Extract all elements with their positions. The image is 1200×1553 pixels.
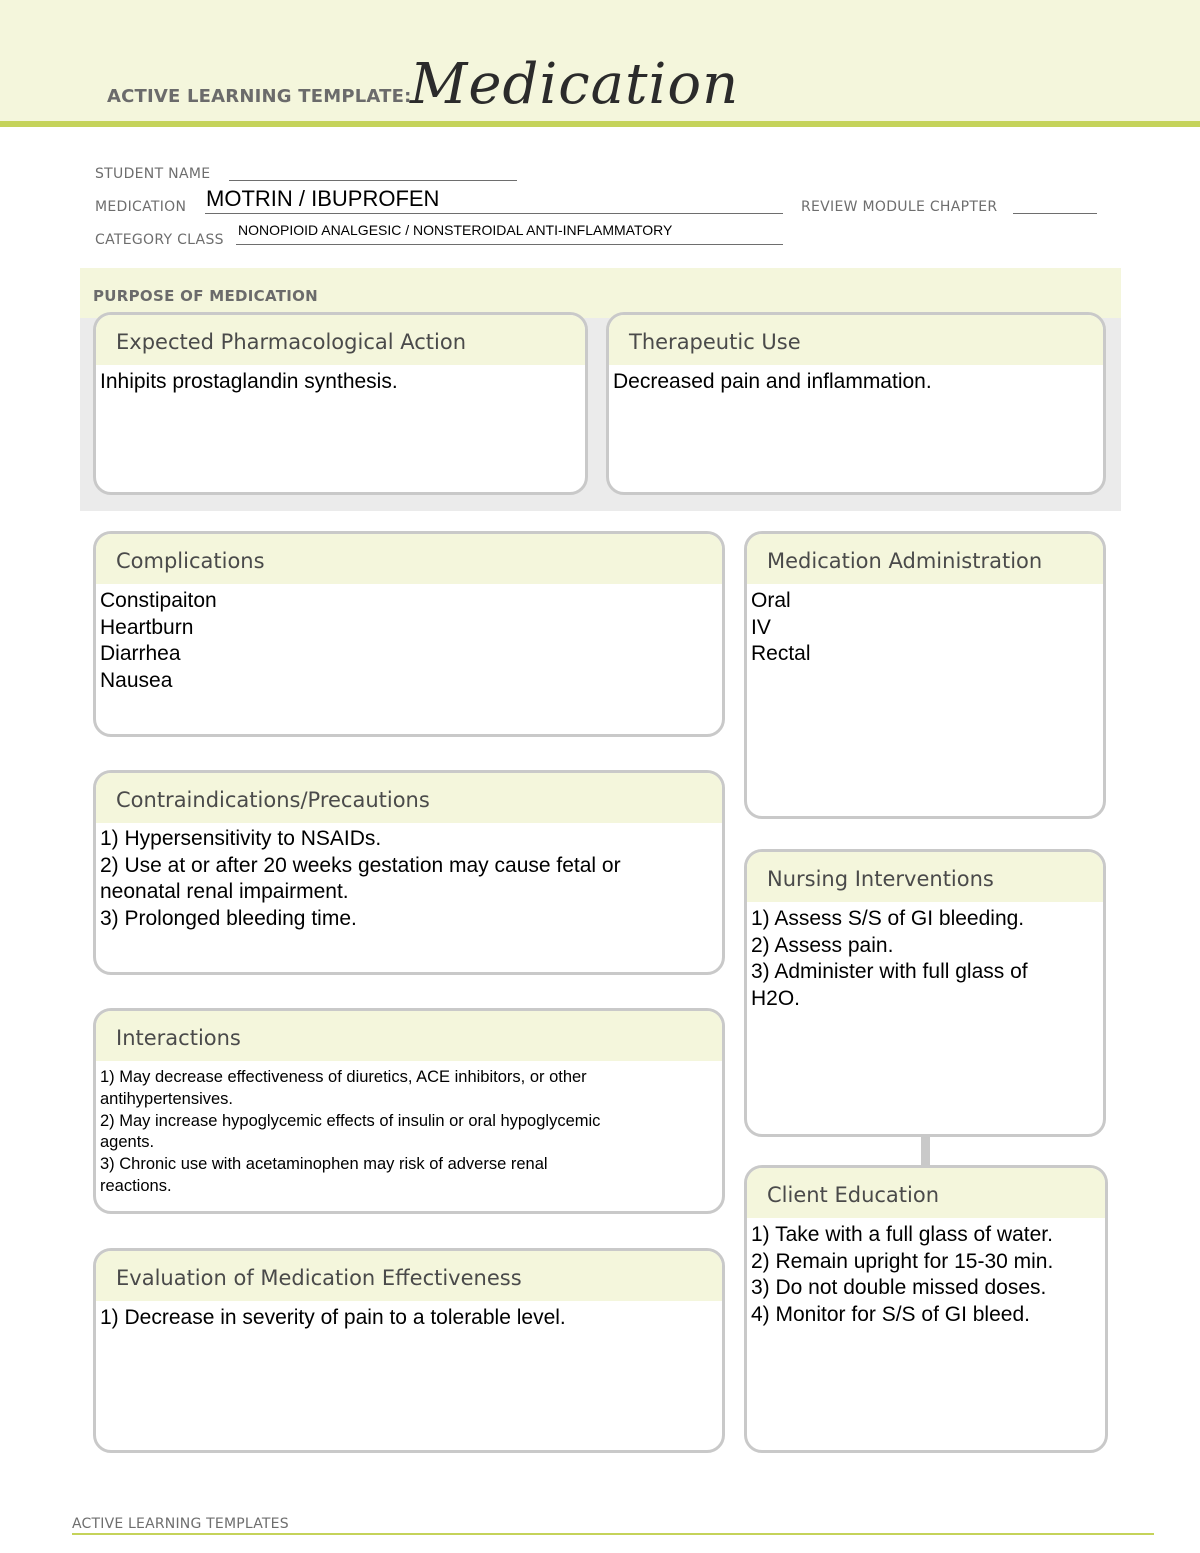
interaction-item: 1) May decrease effectiveness of diuretics, ACE inhibitors, or other (100, 1068, 587, 1086)
contraindication-item: 1) Hypersensitivity to NSAIDs. (100, 827, 382, 850)
administration-item: Rectal (751, 642, 811, 665)
footer-rule (72, 1533, 1154, 1535)
interactions-title: Interactions (96, 1011, 722, 1061)
client-education-title: Client Education (747, 1168, 1105, 1218)
expected-action-line: Inhipits prostaglandin synthesis. (100, 370, 398, 393)
nursing-body[interactable] (747, 902, 1103, 1012)
contraindication-item: 3) Prolonged bleeding time. (100, 906, 357, 930)
contraindication-item: neonatal renal impairment. (100, 880, 349, 903)
administration-body[interactable] (747, 584, 1103, 668)
contraindication-item: 2) Use at or after 20 weeks gestation may cause fetal or (100, 853, 621, 877)
complications-title: Complications (96, 534, 722, 584)
medication-field[interactable] (205, 213, 783, 214)
education-item: 3) Do not double missed doses. (751, 1276, 1047, 1299)
template-label: ACTIVE LEARNING TEMPLATE: (107, 86, 412, 107)
administration-item: IV (751, 615, 771, 639)
client-education-body[interactable] (747, 1218, 1105, 1328)
complication-item: Diarrhea (100, 642, 181, 665)
complication-item: Heartburn (100, 615, 194, 639)
therapeutic-use-title: Therapeutic Use (609, 315, 1103, 365)
education-item: 1) Take with a full glass of water. (751, 1223, 1053, 1246)
interaction-item: 3) Chronic use with acetaminophen may risk of adverse renal (100, 1155, 548, 1174)
evaluation-body[interactable] (96, 1301, 722, 1332)
complication-item: Nausea (100, 668, 173, 692)
administration-item: Oral (751, 589, 791, 612)
client-education-box (744, 1165, 1108, 1453)
administration-title: Medication Administration (747, 534, 1103, 584)
therapeutic-use-line: Decreased pain and inflammation. (613, 370, 932, 393)
education-item: 4) Monitor for S/S of GI bleed. (751, 1302, 1030, 1326)
complications-box (93, 531, 725, 737)
category-class-field[interactable] (236, 244, 783, 245)
nursing-item: 3) Administer with full glass of (751, 960, 1028, 983)
expected-action-box (93, 312, 588, 495)
evaluation-box (93, 1248, 725, 1453)
complication-item: Constipaiton (100, 589, 217, 612)
evaluation-item: 1) Decrease in severity of pain to a tolerable level. (100, 1306, 566, 1329)
interaction-item: antihypertensives. (100, 1089, 233, 1108)
category-class-value: NONOPIOID ANALGESIC / NONSTEROIDAL ANTI-INFLAMMATORY (238, 222, 673, 238)
interaction-item: reactions. (100, 1176, 172, 1195)
header-rule (0, 121, 1200, 127)
interaction-item: 2) May increase hypoglycemic effects of insulin or oral hypoglycemic (100, 1111, 601, 1130)
interactions-body[interactable] (96, 1061, 722, 1198)
contraindications-body[interactable] (96, 823, 722, 932)
purpose-title: PURPOSE OF MEDICATION (93, 287, 319, 305)
review-module-field[interactable] (1013, 213, 1097, 214)
expected-action-title: Expected Pharmacological Action (96, 315, 585, 365)
education-item: 2) Remain upright for 15-30 min. (751, 1249, 1054, 1273)
student-name-label: STUDENT NAME (95, 166, 211, 182)
interactions-box (93, 1008, 725, 1214)
category-class-label: CATEGORY CLASS (95, 232, 224, 248)
nursing-item: 1) Assess S/S of GI bleeding. (751, 907, 1025, 930)
review-module-label: REVIEW MODULE CHAPTER (801, 199, 998, 215)
contraindications-box (93, 770, 725, 975)
contraindications-title: Contraindications/Precautions (96, 773, 722, 823)
page-title: Medication (410, 52, 740, 117)
complications-body[interactable] (96, 584, 722, 694)
nursing-item: H2O. (751, 986, 801, 1010)
expected-action-body[interactable] (96, 365, 585, 396)
medication-value: MOTRIN / IBUPROFEN (206, 186, 440, 211)
administration-box (744, 531, 1106, 819)
therapeutic-use-box (606, 312, 1106, 495)
nursing-title: Nursing Interventions (747, 852, 1103, 902)
box-connector (921, 1135, 930, 1167)
evaluation-title: Evaluation of Medication Effectiveness (96, 1251, 722, 1301)
nursing-item: 2) Assess pain. (751, 933, 894, 957)
interaction-item: agents. (100, 1133, 155, 1152)
nursing-box (744, 849, 1106, 1137)
student-name-field[interactable] (229, 180, 517, 181)
therapeutic-use-body[interactable] (609, 365, 1103, 396)
footer-label: ACTIVE LEARNING TEMPLATES (72, 1516, 289, 1532)
medication-label: MEDICATION (95, 199, 187, 215)
